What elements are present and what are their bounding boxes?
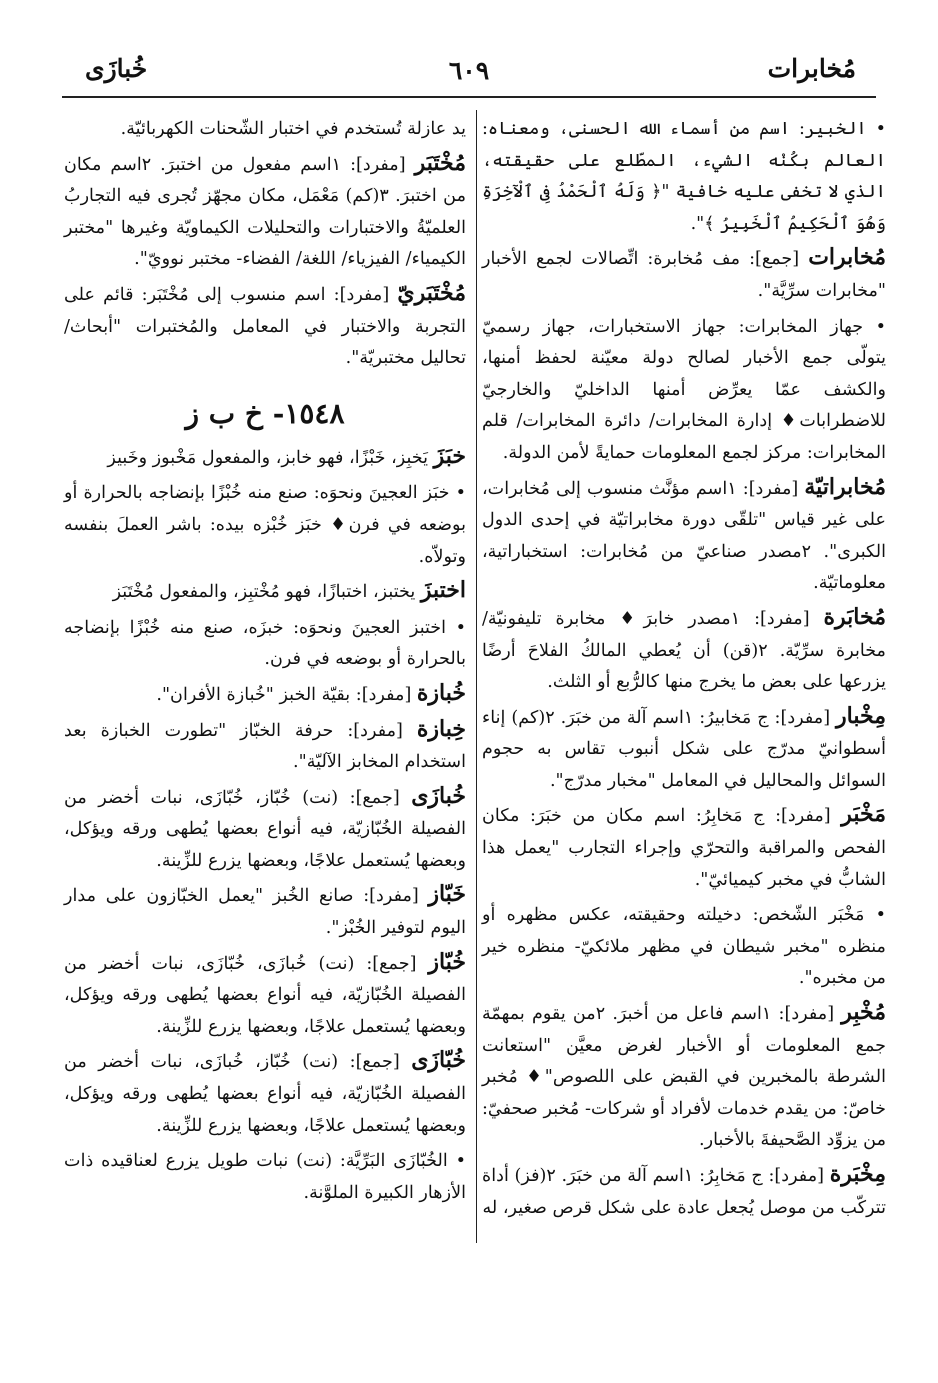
entry-definition: [جمع]: مف مُخابرة: اتِّصالات لجمع الأخبار "مخابرات سرِّيَّة". [482,249,886,301]
dictionary-entry [482,1159,886,1224]
entry-definition: [مفرد]: صانع الخُبز "يعمل الخبّازون على مدار اليوم لتوفير الخُبْز". [64,886,466,939]
dictionary-entry [482,898,886,995]
entry-definition: [مفرد]: ج مَخابيرُ: ١اسم آلة من خبَرَ. ٢(كم) إناء أسطوانيّ مدرّج على شكل أنبوب تقاس به حجوم السوائل والمحاليل في المعامل "مخبار مدرّج". [482,707,886,791]
entry-headword: خبَزَ [433,442,466,469]
dictionary-entry [64,611,466,676]
dictionary-entry [482,242,886,307]
entry-headword: مُخْتَبَر [414,149,466,176]
entry-headword: مُخْتَبَريّ [397,279,466,306]
entry-definition: [مفرد]: بقيّة الخبز "خُبازة الأفران". [156,684,417,705]
page-number: ٦٠٩ [448,56,490,85]
entry-definition: [مفرد]: حرفة الخبّاز "تطورت الخبازة بعد استخدام المخابز الآليّة". [64,720,466,773]
dictionary-entry [64,441,466,475]
entry-definition: يختبز، اختبازًا، فهو مُخْتبِز، والمفعول مُخْتَبَز [112,582,421,603]
dictionary-entry [64,1045,466,1142]
entry-headword: خُبازة [416,679,466,706]
entry-headword: خُبّاز [428,948,466,975]
entry-definition: يَخبِز، خَبْزًا، فهو خابز، والمفعول مَخْبوز وخَبيز [107,447,434,468]
dictionary-entry [482,799,886,896]
page-header [60,48,878,98]
entry-headword: مُخابرات [808,244,886,271]
entry-definition: [مفرد]: اسم منسوب إلى مُخْتَبَر: قائم على التجربة والاختبار في المعامل والمُختبرات "أبحاث/ تحاليل مختبريّة". [64,284,466,369]
entry-headword: مُخابَرة [823,603,886,630]
entry-headword: مُخابراتيّة [804,473,886,500]
dictionary-entry [482,997,886,1157]
entry-definition: • اختبز العجينَ ونحوَه: خبزَه، صنع منه خُبْزًا بإنضاجه بالحرارة أو بوضعه في فرن. [64,617,466,670]
dictionary-entry [482,472,886,600]
dictionary-entry [64,714,466,779]
dictionary-entry [64,1144,466,1209]
entry-headword: مَخْبَر [841,801,886,828]
root-section-title: ١٥٤٨- خ ب ز [185,396,345,430]
dictionary-entry [64,148,466,276]
entry-definition: [جمع]: (نت) خُبّاز، خُبازَى، نبات أخضر من الفصيلة الخُبّازيّة، فيه أنواع بعضها يُطهى ورقه ويؤكل، وبعضها يُستعمل علاجًا، وبعضها يزرع للزِّينة. [64,1052,466,1136]
entry-headword: خِبازة [416,715,466,742]
dictionary-entry [64,575,466,609]
entry-headword: مِخْبَرة [829,1161,886,1187]
entry-definition: • مَخْبَر الشّخص: دخيلته وحقيقته، عكس مظهره أو منظره "مخبر شيطان في مظهر ملائكيّ- منظره خير من مخبره". [482,905,886,989]
header-last-entry: خُبازَى [85,54,148,83]
dictionary-entry [482,310,886,470]
column-divider [476,110,477,1243]
entry-definition: • الخُبّازَى البَرِّيَّة: (نت) نبات طويل يزرع لعناقيده ذات الأزهار الكبيرة الملوَّنة. [64,1151,466,1203]
dictionary-entry [482,602,886,699]
entry-headword: خُبّازَى [411,1047,466,1074]
entry-definition: [مفرد]: ١اسم مؤنَّث منسوب إلى مُخابرات، على غير قياس "تلقّى دورة مخابراتيّة في إحدى الدول الكبرى". ٢مصدر صناعيّ من مُخابرات: استخباراتية، معلوماتيّة. [482,478,886,594]
entry-definition: • الخبير: اسم من أسماء الله الحسنى، ومعناه: العالم بكُنْه الشيء، المطّلع على حقيقته، الذي لا تخفى عليه خافية "﴿ وَلَهُ ٱلْحَمْدُ فِى ٱلْآخِرَةِ وَهُوَ ٱلْحَكِيمُ ٱلْخَبِيرُ ﴾". [482,119,886,234]
entry-definition: [مفرد]: ١اسم فاعل من أخبرَ. ٢من يقوم بمهمّة جمع المعلومات أو الأخبار لغرض معيَّن "استعانت الشرطة بالمخبرين في القبض على اللصوص"♦ مُخبر خاصّ: من يقدم خدمات لأفراد أو شركات- مُخبر صحفيّ: من يزوِّد الصَّحيفةَ بالأخبار. [482,1004,886,1151]
dictionary-entry [64,678,466,712]
dictionary-entry [482,112,886,240]
entry-definition: [جمع]: (نت) خُبازَى، خُبّازَى، نبات أخضر من الفصيلة الخُبّازيّة، فيه أنواع بعضها يُطهى ورقه ويؤكل، وبعضها يُستعمل علاجًا، وبعضها يزرع للزِّينة. [64,953,466,1037]
dictionary-entry [64,278,466,375]
dictionary-entry [482,701,886,798]
dictionary-entry [64,112,466,146]
dictionary-entry [64,476,466,573]
left-column [64,112,466,1211]
entry-definition: [جمع]: (نت) خُبّاز، خُبّازَى، نبات أخضر من الفصيلة الخُبّازيّة، فيه أنواع بعضها يُطهى ورقه ويؤكل، وبعضها يُستعمل علاجًا، وبعضها يزرع للزِّينة. [64,787,466,871]
entry-headword: خُبازَى [411,782,466,809]
entry-headword: خَبّاز [428,881,466,908]
entry-headword: مِخْبار [836,702,886,729]
entry-definition: [مفرد]: ج مَخابِرُ: ١اسم آلة من خبَرَ. ٢(فز) أداة تتركّب من موصل يُجعل عادة على شكل قرص صغير، له [482,1166,886,1218]
entry-definition: • خبَز العجينَ ونحوَه: صنع منه خُبْزًا بإنضاجه بالحرارة أو بوضعه في فرن♦ خبَز خُبْزه بيده: باشر العملَ بنفسه وتولاّه. [64,483,466,567]
entry-definition: [مفرد]: ج مَخابِرُ: اسم مكان من خبَرَ: مكان الفحص والمراقبة والتحرّي وإجراء التجارب "يعمل هذا الشابُّ في مخبر كيميائيّ". [482,806,886,890]
entry-definition: [مفرد]: ١اسم مفعول من اختبرَ. ٢اسم مكان من اختبرَ. ٣(كم) مَعْمَل، مكان مجهّز تُجرى فيه التجاربُ العلميّةُ والاختبارات والتحليلات الكيماويّة وغيرها "مختبر الكيمياء/ الفيزياء/ اللغة/ الفضاء- مختبر نوويّ". [64,154,466,270]
entry-headword: اختبزَ [420,577,466,604]
dictionary-entry [64,947,466,1044]
entry-definition: [مفرد]: ١مصدر خابرَ♦ مخابرة تليفونيّة/ مخابرة سرِّيّة. ٢(قن) أن يُعطي المالكُ الفلاحَ أرضًا يزرعها على بعض ما يخرج منها كالرُّبع أو الثلث. [482,608,886,693]
header-first-entry: مُخابرات [767,54,856,83]
header-rule [62,96,876,98]
entry-definition: • جهاز المخابرات: جهاز الاستخبارات، جهاز رسميّ يتولّى جمع الأخبار لصالح دولة معيّنة لحفظ أمنها، والكشف عمّا يعرِّض أمنها الداخليّ والخارجيّ للاضطرابات♦ إدارة المخابرات/ دائرة المخابرات/ قلم المخابرات: مركز لجمع المعلومات حمايةً لأمن الدولة. [482,316,886,463]
dictionary-entry [64,879,466,944]
right-column [482,112,886,1226]
dictionary-entry [64,781,466,878]
entry-definition: يد عازلة تُستخدم في اختبار الشّحنات الكهربائيّة. [120,119,466,139]
entry-headword: مُخْبِر [841,999,886,1026]
